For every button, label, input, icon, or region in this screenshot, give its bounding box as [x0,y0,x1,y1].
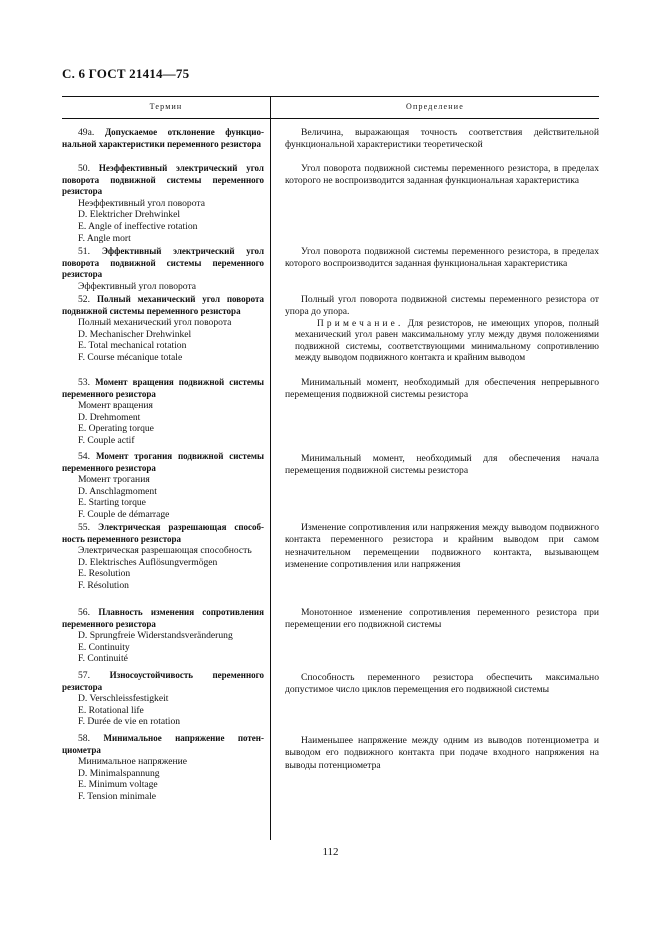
definition-text: Наименьшее напряжение между одним из выводов потенциометра и выводом его подвижного контакта при подаче входного напряжения на выводы потенциометра [285,735,599,771]
foreign-equivalent-fr: F. Durée de vie en rotation [78,716,181,728]
foreign-equivalent-fr: F. Couple de démarrage [78,508,170,520]
term-name: Момент вращения подвижной системы переменного резистора [62,377,264,399]
term-number: 58. [78,733,90,744]
term-cell [62,294,264,364]
foreign-equivalent-en: E. Minimum voltage [78,779,158,791]
term-name: Момент трогания подвижной системы переменного резистора [62,451,264,473]
definition-cell [285,735,599,772]
foreign-equivalent-de: D. Mechanischer Drehwinkel [78,328,192,340]
definition-text: Изменение сопротивления или напряжения между выводом подвижного контакта переменного резистора и крайним выводом при самом незначительном перемещении подвижного контакта, вызывающем изменение сопротивления или напряжения [285,522,599,571]
definition-note [295,319,599,365]
term-title [62,127,264,150]
term-cell [62,733,264,803]
term-title [62,246,264,281]
term-title [62,733,264,756]
definition-cell [285,377,599,402]
term-title [62,294,264,317]
synonym: Неэффективный угол поворота [78,197,205,209]
foreign-equivalent-fr: F. Continuité [78,653,128,665]
definition-cell [285,522,599,572]
definition-text: Полный угол поворота подвижной системы переменного резистора от упора до упора. [285,294,599,318]
term-number: 57. [78,670,90,681]
term-number: 53. [78,377,90,388]
term-title [62,451,264,474]
terms-table [62,96,599,840]
foreign-equivalent-de: D. Elektrisches Auflösungvermögen [78,556,218,568]
definition-cell [285,453,599,478]
term-name: Неэффективный электрический угол поворота подвижной системы переменного резистора [62,163,264,197]
term-cell [62,522,264,592]
definition-cell [285,672,599,697]
definition-text: Минимальный момент, необходимый для обеспечения начала перемещения подвижной системы резистора [285,453,599,477]
table-top-rule [62,96,599,97]
definition-text: Способность переменного резистора обеспечить максимально допустимое число циклов перемещения его подвижной системы [285,672,599,696]
term-name: Полный механический угол поворота подвижной системы переменного резистора [62,294,264,316]
foreign-equivalent-fr: F. Angle mort [78,232,131,244]
foreign-equivalent-fr: F. Couple actif [78,434,135,446]
synonym: Момент вращения [78,400,153,412]
definition-cell [285,607,599,632]
foreign-equivalent-en: E. Operating torque [78,423,154,435]
definition-text: Монотонное изменение сопротивления переменного резистора при перемещении его подвижной системы [285,607,599,631]
synonym: Электрическая разрешающая способность [78,545,252,557]
foreign-equivalent-de: D. Anschlagmoment [78,485,157,497]
term-cell [62,127,264,150]
synonym: Минимальное напряжение [78,756,188,768]
term-number: 51. [78,246,90,257]
note-text: Для резисторов, не имеющих упоров, полный механический угол равен максимальному углу между двумя положениями подвижной системы, соответствующими минимальному сопротивлению между выводом подвижного контакта и крайним выводом [295,318,600,364]
term-title [62,522,264,545]
term-number: 54. [78,451,90,462]
foreign-equivalent-en: E. Starting torque [78,497,146,509]
term-number: 50. [78,163,90,174]
term-title [62,670,264,693]
table-header-rule [62,118,599,119]
page-header: С. 6 ГОСТ 21414—75 [62,66,190,81]
term-name: Эффективный электрический угол поворота подвижной системы переменного резистора [62,246,264,280]
foreign-equivalent-en: E. Rotational life [78,704,144,716]
foreign-equivalent-de: D. Verschleissfestigkeit [78,693,169,705]
definition-text: Величина, выражающая точность соответствия действительной функциональной характеристики теоретической [285,127,599,151]
term-cell [62,451,264,521]
synonym: Полный механический угол поворота [78,317,232,329]
term-name: Минимальное напряжение потенциометра [62,733,264,755]
term-name: Допускаемое отклонение функциональной характеристики переменного резистора [62,127,264,149]
column-header-definition: Определение [406,102,464,111]
foreign-equivalent-de: D. Sprungfreie Widerstandsveränderung [78,630,233,642]
foreign-equivalent-en: E. Resolution [78,568,131,580]
term-title [62,377,264,400]
term-cell [62,246,264,292]
term-number: 55. [78,522,90,533]
definition-text: Минимальный момент, необходимый для обеспечения непрерывного перемещения подвижной системы резистора [285,377,599,401]
term-cell [62,377,264,447]
synonym: Эффективный угол поворота [78,280,197,292]
definition-text: Угол поворота подвижной системы переменного резистора, в пределах которого не воспроизводится заданная функциональная характеристика [285,163,599,187]
term-number: 49а. [78,127,95,138]
term-title [62,163,264,198]
page-number: 112 [322,846,339,858]
term-name: Плавность изменения сопротивления переменного резистора [62,607,264,629]
foreign-equivalent-en: E. Angle of ineffective rotation [78,220,198,232]
definition-cell [285,294,599,364]
definition-cell [285,246,599,271]
term-name: Износоустойчивость переменного резистора [62,670,264,692]
foreign-equivalent-fr: F. Course mécanique totale [78,351,183,363]
foreign-equivalent-fr: F. Tension minimale [78,790,157,802]
term-name: Электрическая разрешающая способность переменного резистора [62,522,264,544]
note-label: Примечание. [317,318,404,329]
column-header-term: Термин [149,102,183,111]
term-cell [62,607,264,665]
definition-cell [285,163,599,188]
term-title [62,607,264,630]
column-divider [270,96,271,840]
term-number: 52. [78,294,90,305]
synonym: Момент трогания [78,474,150,486]
foreign-equivalent-en: E. Continuity [78,641,130,653]
foreign-equivalent-en: E. Total mechanical rotation [78,340,187,352]
foreign-equivalent-de: D. Minimalspannung [78,767,160,779]
definition-cell [285,127,599,152]
foreign-equivalent-de: D. Elektricher Drehwinkel [78,209,181,221]
term-number: 56. [78,607,90,618]
term-cell [62,670,264,728]
foreign-equivalent-fr: F. Résolution [78,579,129,591]
foreign-equivalent-de: D. Drehmoment [78,411,141,423]
definition-text: Угол поворота подвижной системы переменного резистора, в пределах которого воспроизводится заданная функциональная характеристика [285,246,599,270]
term-cell [62,163,264,244]
